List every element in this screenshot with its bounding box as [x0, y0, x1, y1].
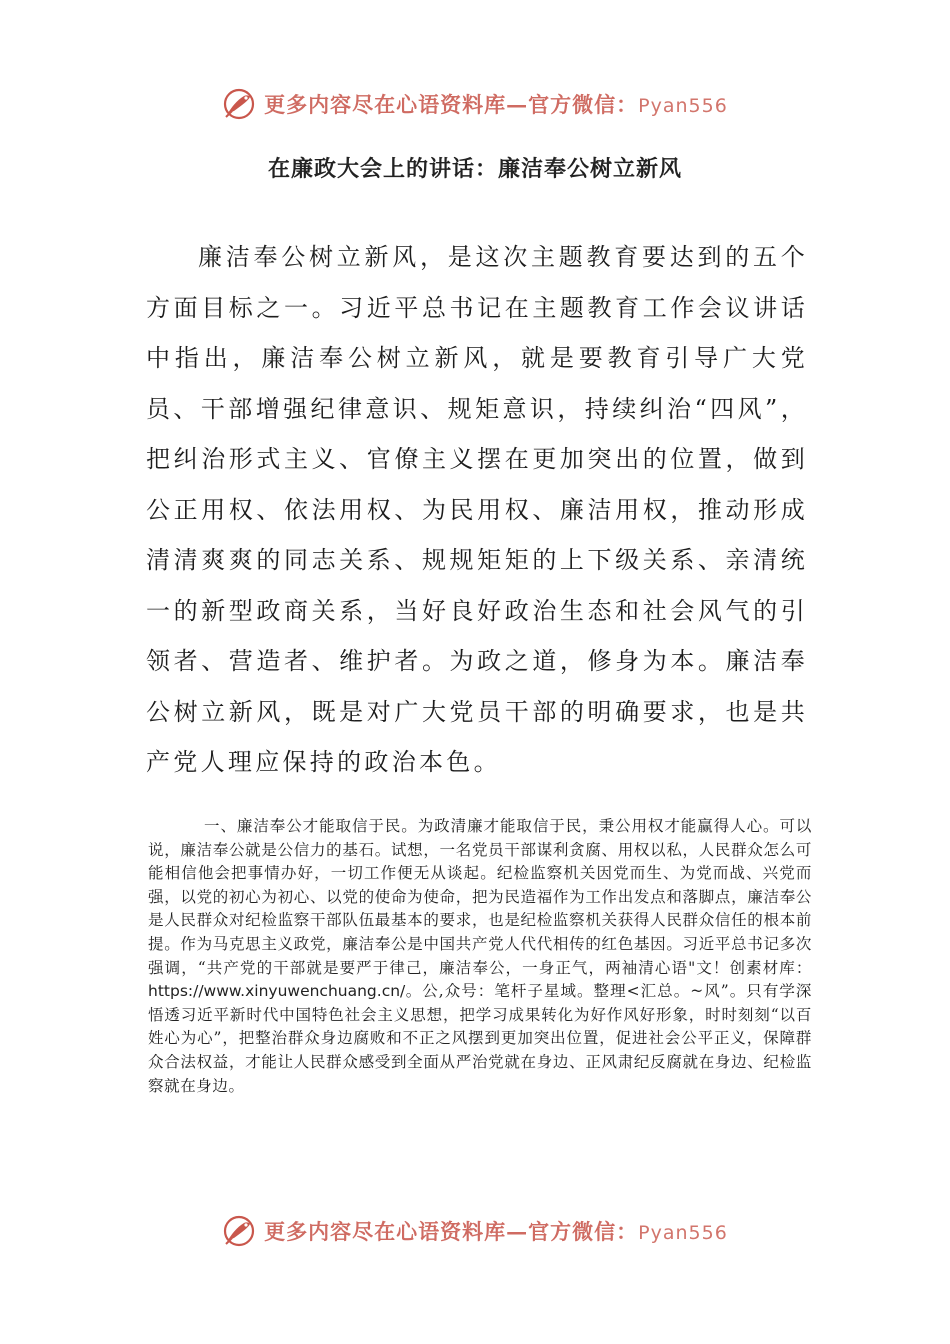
pen-nib-logo-icon	[222, 1214, 256, 1248]
page-title: 在廉政大会上的讲话：廉洁奉公树立新风	[267, 156, 682, 182]
banner-text	[264, 1216, 728, 1246]
section-1-paragraph	[148, 815, 812, 1098]
intro-paragraph: 廉洁奉公树立新风，是这次主题教育要达到的五个方面目标之一。习近平总书记在主题教育工作会议讲话中指出，廉洁奉公树立新风，就是要教育引导广大党员、干部增强纪律意识、规矩意识，持续纠治“四风”，把纠治形式主义、官僚主义摆在更加突出的位置，做到公正用权、依法用权、为民用权、廉洁用权，推动形成清清爽爽的同志关系、规规矩矩的上下级关系、亲清统一的新型政商关系，当好良好政治生态和社会风气的引领者、营造者、维护者。为政之道，修身为本。廉洁奉公树立新风，既是对广大党员干部的明确要求，也是共产党人理应保持的政治本色。	[146, 243, 808, 776]
pen-nib-logo-icon	[222, 87, 256, 121]
banner-text	[264, 89, 728, 119]
banner-main-text: 更多内容尽在心语资料库—官方微信：	[264, 92, 639, 117]
header-banner	[0, 84, 950, 124]
banner-main-text: 更多内容尽在心语资料库—官方微信：	[264, 1219, 639, 1244]
footer-banner	[0, 1211, 950, 1251]
banner-contact: Pyan556	[638, 95, 728, 117]
banner-contact: Pyan556	[638, 1222, 728, 1244]
section-1-url: https://www.xinyuwenchuang.cn/	[148, 982, 406, 1001]
section-1-text-part1: 一、廉洁奉公才能取信于民。为政清廉才能取信于民，秉公用权才能赢得人心。可以说，廉洁奉公就是公信力的基石。试想，一名党员干部谋利贪腐、用权以私，人民群众怎么可能相信他会把事情办好，一切工作便无从谈起。纪检监察机关因党而生、为党而战、兴党而强，以党的初心为初心、以党的使命为使命，把为民造福作为工作出发点和落脚点，廉洁奉公是人民群众对纪检监察干部队伍最基本的要求，也是纪检监察机关获得人民群众信任的根本前提。作为马克思主义政党，廉洁奉公是中国共产党人代代相传的红色基因。习近平总书记多次强调，“共产党的干部就是要严于律己，廉洁奉公，一身正气，两袖清心语"文！创素材库：	[148, 817, 812, 977]
section-1-text-part2: 。公,众号：笔杆子星域。整理<汇总。~风”。只有学深悟透习近平新时代中国特色社会主义思想，把学习成果转化为好作风好形象，时时刻刻“以百姓心为心”，把整治群众身边腐败和不正之风摆到更加突出位置，促进社会公平正义，保障群众合法权益，才能让人民群众感受到全面从严治党就在身边、正风肃纪反腐就在身边、纪检监察就在身边。	[148, 982, 812, 1095]
